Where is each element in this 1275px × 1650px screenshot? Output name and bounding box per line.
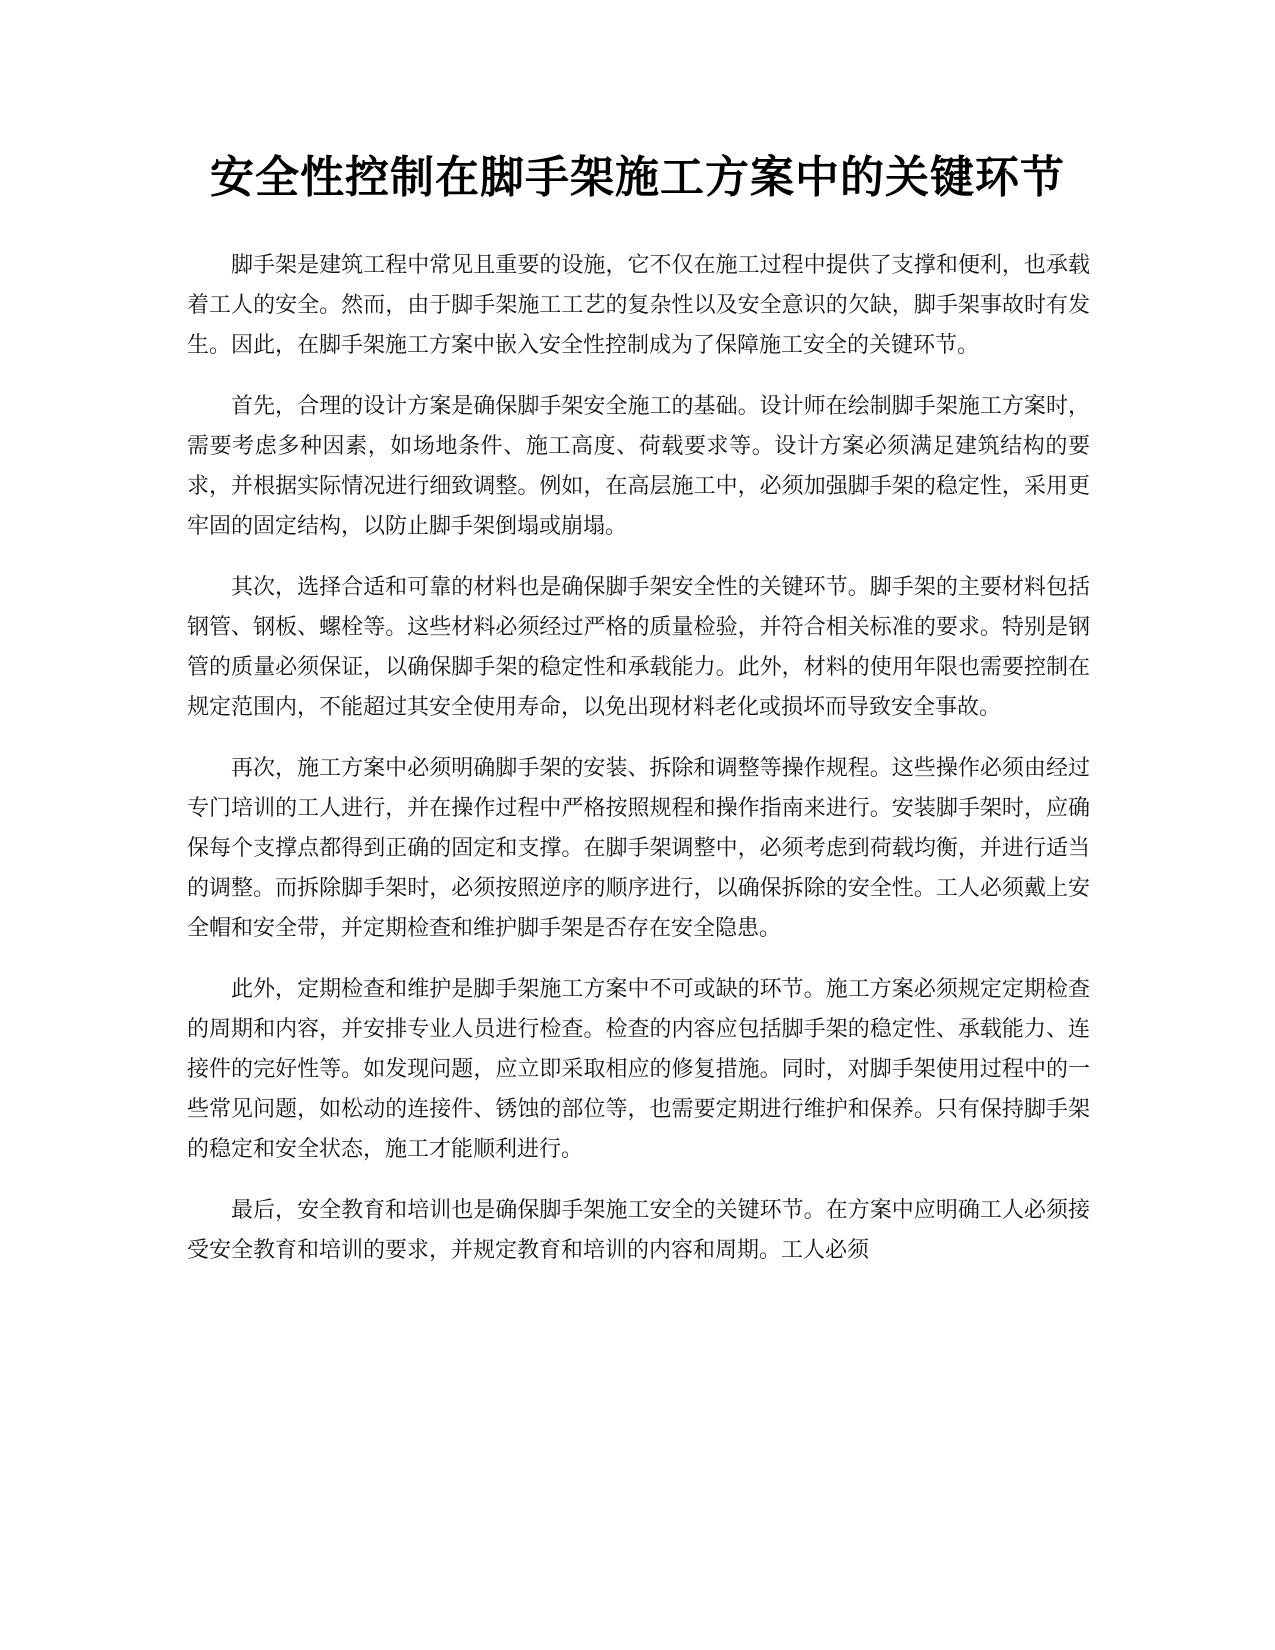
document-title: 安全性控制在脚手架施工方案中的关键环节	[210, 152, 1065, 203]
paragraph-6: 最后，安全教育和培训也是确保脚手架施工安全的关键环节。在方案中应明确工人必须接受安全教育和培训的要求，并规定教育和培训的内容和周期。工人必须	[187, 1198, 1090, 1263]
paragraph-5: 此外，定期检查和维护是脚手架施工方案中不可或缺的环节。施工方案必须规定定期检查的周期和内容，并安排专业人员进行检查。检查的内容应包括脚手架的稳定性、承载能力、连接件的完好性等。如发现问题，应立即采取相应的修复措施。同时，对脚手架使用过程中的一些常见问题，如松动的连接件、锈蚀的部位等，也需要定期进行维护和保养。只有保持脚手架的稳定和安全状态，施工才能顺利进行。	[187, 977, 1090, 1162]
document-body	[187, 246, 1090, 1292]
paragraph-2: 首先，合理的设计方案是确保脚手架安全施工的基础。设计师在绘制脚手架施工方案时，需要考虑多种因素，如场地条件、施工高度、荷载要求等。设计方案必须满足建筑结构的要求，并根据实际情况进行细致调整。例如，在高层施工中，必须加强脚手架的稳定性，采用更牢固的固定结构，以防止脚手架倒塌或崩塌。	[187, 394, 1090, 539]
paragraph-4: 再次，施工方案中必须明确脚手架的安装、拆除和调整等操作规程。这些操作必须由经过专门培训的工人进行，并在操作过程中严格按照规程和操作指南来进行。安装脚手架时，应确保每个支撑点都得到正确的固定和支撑。在脚手架调整中，必须考虑到荷载均衡，并进行适当的调整。而拆除脚手架时，必须按照逆序的顺序进行，以确保拆除的安全性。工人必须戴上安全帽和安全带，并定期检查和维护脚手架是否存在安全隐患。	[187, 756, 1090, 941]
paragraph-1: 脚手架是建筑工程中常见且重要的设施，它不仅在施工过程中提供了支撑和便利，也承载着工人的安全。然而，由于脚手架施工工艺的复杂性以及安全意识的欠缺，脚手架事故时有发生。因此，在脚手架施工方案中嵌入安全性控制成为了保障施工安全的关键环节。	[187, 253, 1090, 358]
paragraph-3: 其次，选择合适和可靠的材料也是确保脚手架安全性的关键环节。脚手架的主要材料包括钢管、钢板、螺栓等。这些材料必须经过严格的质量检验，并符合相关标准的要求。特别是钢管的质量必须保证，以确保脚手架的稳定性和承载能力。此外，材料的使用年限也需要控制在规定范围内，不能超过其安全使用寿命，以免出现材料老化或损坏而导致安全事故。	[187, 575, 1090, 720]
